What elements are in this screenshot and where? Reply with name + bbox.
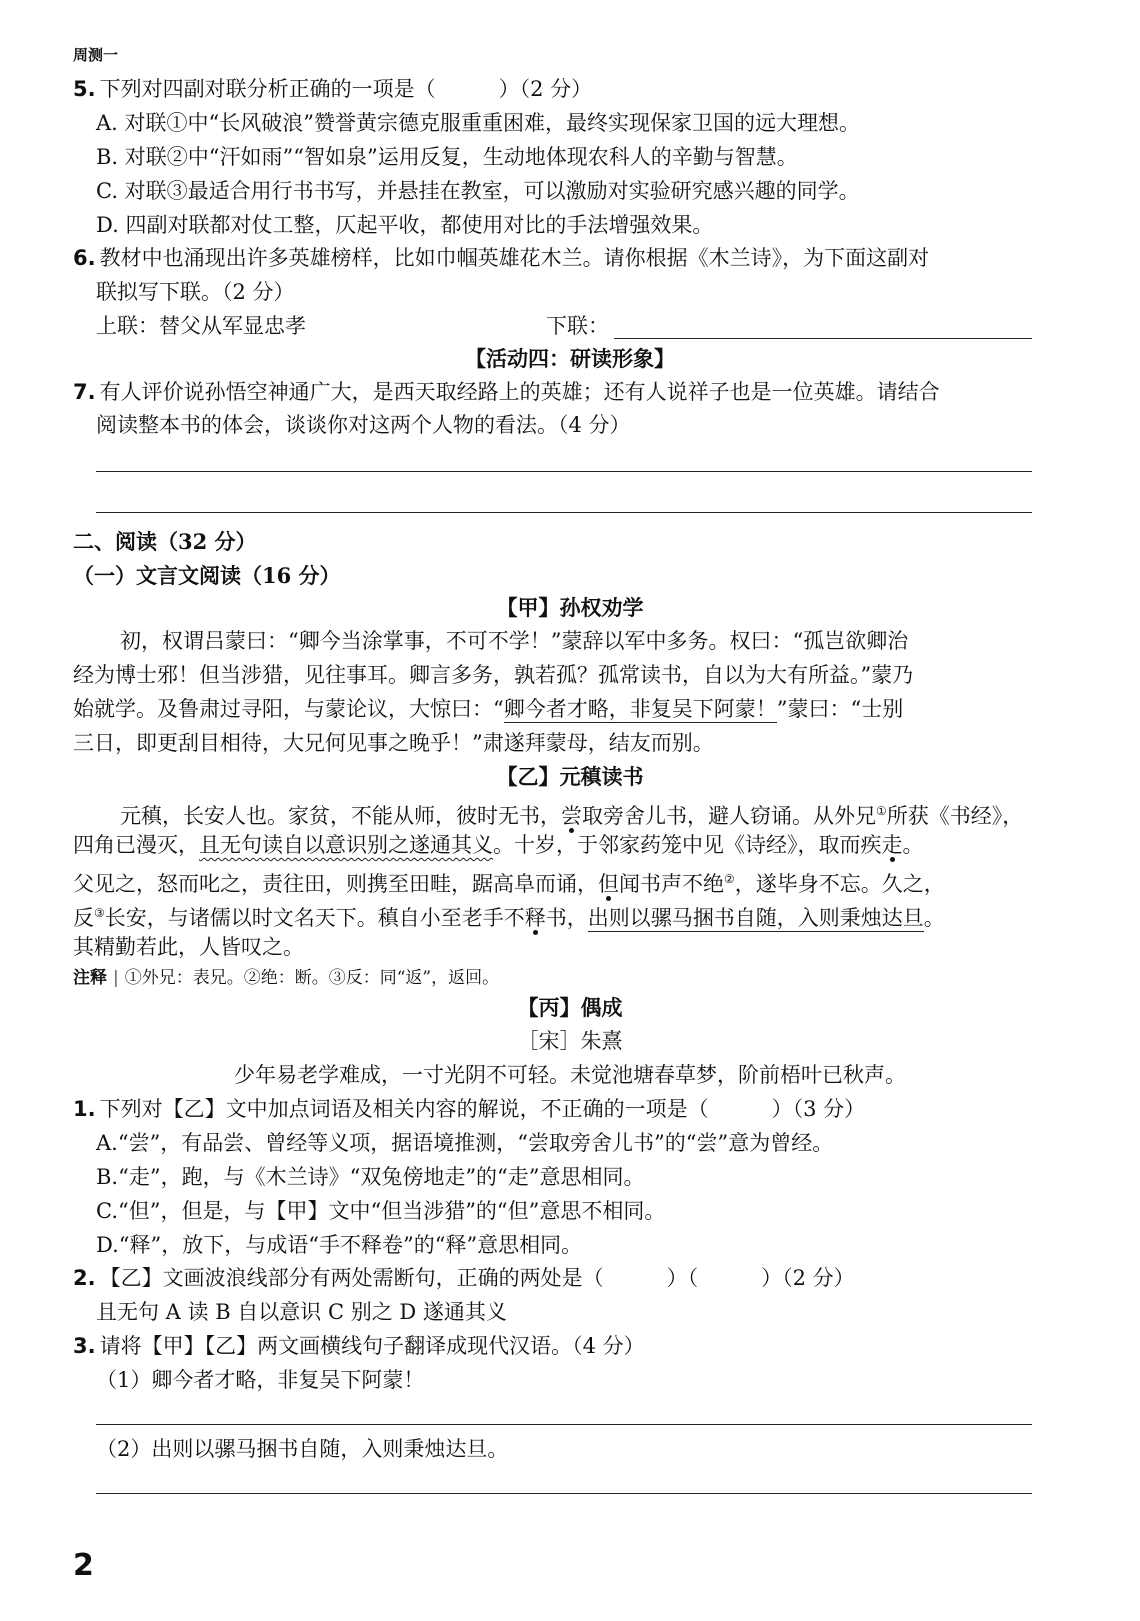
underlined-sentence: 卿今者才略，非复吴下阿蒙！	[503, 697, 777, 721]
text-segment: 始就学。及鲁肃过寻阳，与蒙论议，大惊曰：“	[73, 697, 504, 721]
question-number: 2.	[73, 1266, 96, 1290]
passage-line	[73, 830, 924, 860]
upper-couplet: 上联：替父从军显忠孝	[96, 314, 306, 338]
answer-line[interactable]	[96, 471, 1032, 472]
question-number: 3.	[73, 1334, 96, 1358]
question-stem: 下列对四副对联分析正确的一项是（ ）（2 分）	[99, 77, 593, 101]
question-number: 5.	[73, 77, 96, 101]
passage-line	[73, 898, 945, 933]
answer-line[interactable]	[96, 1424, 1032, 1425]
dotted-word: 释	[524, 906, 546, 930]
text-segment: 反	[73, 906, 94, 930]
question-stem: 下列对【乙】文中加点词语及相关内容的解说，不正确的一项是（ ）（3 分）	[99, 1097, 866, 1121]
passage-line: 经为博士邪！但当涉猎，见往事耳。卿言多务，孰若孤？孤常读书，自以为大有所益。”蒙乃	[73, 663, 914, 687]
footnote-mark: ①	[876, 804, 887, 818]
lower-couplet-label: 下联：	[546, 314, 609, 338]
question-number: 7.	[73, 380, 96, 404]
text-segment: 元稹，长安人也。家贫，不能从师，彼时无书，	[120, 804, 561, 828]
question-7	[73, 377, 940, 407]
activity-heading: 【活动四：研读形象】	[465, 346, 675, 371]
dotted-word: 但	[598, 872, 619, 896]
question-stem: 【乙】文画波浪线部分有两处需断句，正确的两处是（ ）（ ）（2 分）	[99, 1266, 855, 1290]
question-stem: 请将【甲】【乙】两文画横线句子翻译成现代汉语。（4 分）	[99, 1334, 645, 1358]
page-number: 2	[73, 1548, 94, 1583]
question-stem-cont: 联拟写下联。（2 分）	[96, 280, 295, 304]
option-d: D.“释”，放下，与成语“手不释卷”的“释”意思相同。	[96, 1233, 583, 1257]
option-a: A.“尝”，有品尝、曾经等义项，据语境推测，“尝取旁舍儿书”的“尝”意为曾经。	[96, 1131, 834, 1155]
annotation: 注释 | ①外兄：表兄。②绝：断。③反：同“返”，返回。	[73, 968, 500, 988]
text-segment: 所获《书经》，	[886, 804, 1024, 828]
passage-line	[73, 694, 903, 724]
option-c: C.“但”，但是，与【甲】文中“但当涉猎”的“但”意思不相同。	[96, 1199, 666, 1223]
question-6	[73, 243, 929, 273]
lower-couplet-answer-line[interactable]	[614, 338, 1032, 339]
passage-line	[120, 796, 1023, 831]
answer-line[interactable]	[96, 512, 1032, 513]
reading-question-2	[73, 1263, 855, 1293]
dotted-word: 尝	[561, 804, 582, 828]
text-segment: 父见之，怒而叱之，责往田，则携至田畦，踞高阜而诵，	[73, 872, 598, 896]
text-segment: 书，	[545, 906, 588, 930]
question-stem: 有人评价说孙悟空神通广大，是西天取经路上的英雄；还有人说祥子也是一位英雄。请结合	[99, 380, 940, 404]
dotted-word: 走	[881, 833, 903, 857]
passage-bing-title: 【丙】偶成	[517, 995, 623, 1020]
option-b: B.“走”，跑，与《木兰诗》“双兔傍地走”的“走”意思相同。	[96, 1165, 645, 1189]
passage-yi-title: 【乙】元稹读书	[496, 764, 644, 789]
text-segment: 。	[923, 906, 945, 930]
section-heading: 二、阅读（32 分）	[73, 529, 257, 554]
passage-line: 初，权谓吕蒙曰：“卿今当涂掌事，不可不学！”蒙辞以军中多务。权曰：“孤岂欲卿治	[120, 629, 909, 653]
question-stem: 教材中也涌现出许多英雄榜样，比如巾帼英雄花木兰。请你根据《木兰诗》，为下面这副对	[99, 246, 930, 270]
answer-line[interactable]	[96, 1493, 1032, 1494]
footnote-mark: ③	[94, 906, 105, 920]
question-stem-cont: 阅读整本书的体会，谈谈你对这两个人物的看法。（4 分）	[96, 413, 631, 437]
text-segment: 。	[902, 833, 924, 857]
text-segment: 。十岁，于邻家药笼中见《诗经》，取而疾	[493, 833, 882, 857]
question-number: 1.	[73, 1097, 96, 1121]
poem-text: 少年易老学难成，一寸光阴不可轻。未觉池塘春草梦，阶前梧叶已秋声。	[234, 1063, 906, 1087]
text-segment: 长安，与诸儒以时文名天下。稹自小至老手不	[104, 906, 525, 930]
passage-jia-title: 【甲】孙权劝学	[496, 595, 644, 620]
text-segment: 四角已漫灭，	[73, 833, 199, 857]
annotation-text: ①外兄：表兄。②绝：断。③反：同“返”，返回。	[124, 968, 500, 988]
page-header: 周测一	[73, 46, 119, 64]
annotation-label: 注释	[73, 968, 107, 988]
wavy-underlined-text: 且无句读自以意识别之遂通其义	[199, 833, 493, 857]
reading-question-3	[73, 1331, 645, 1361]
option-a: A. 对联①中“长风破浪”赞誉黄宗德克服重重困难，最终实现保家卫国的远大理想。	[96, 111, 860, 135]
passage-line	[73, 864, 945, 899]
translation-item-2: （2）出则以骡马捆书自随，入则秉烛达旦。	[96, 1437, 509, 1461]
reading-question-1	[73, 1094, 865, 1124]
passage-line: 其精勤若此，人皆叹之。	[73, 935, 304, 959]
text-segment: ，遂毕身不忘。久之，	[734, 872, 945, 896]
option-c: C. 对联③最适合用行书书写，并悬挂在教室，可以激励对实验研究感兴趣的同学。	[96, 179, 860, 203]
text-segment: 取旁舍儿书，避人窃诵。从外兄	[582, 804, 876, 828]
question-5	[73, 74, 592, 104]
text-segment: 闻书声不绝	[619, 872, 724, 896]
underlined-sentence: 出则以骡马捆书自随，入则秉烛达旦	[587, 906, 924, 930]
option-d: D. 四副对联都对仗工整，仄起平收，都使用对比的手法增强效果。	[96, 213, 714, 237]
footnote-mark: ②	[724, 872, 735, 886]
sentence-to-punctuate: 且无句 A 读 B 自以意识 C 别之 D 遂通其义	[96, 1300, 507, 1324]
passage-line: 三日，即更刮目相待，大兄何见事之晚乎！”肃遂拜蒙母，结友而别。	[73, 731, 714, 755]
subsection-heading: （一）文言文阅读（16 分）	[73, 563, 341, 588]
question-number: 6.	[73, 246, 96, 270]
option-b: B. 对联②中“汗如雨”“智如泉”运用反复，生动地体现农科人的辛勤与智慧。	[96, 145, 798, 169]
translation-item-1: （1）卿今者才略，非复吴下阿蒙！	[96, 1368, 425, 1392]
poem-author: ［宋］朱熹	[517, 1029, 623, 1053]
text-segment: ”蒙曰：“士别	[776, 697, 904, 721]
